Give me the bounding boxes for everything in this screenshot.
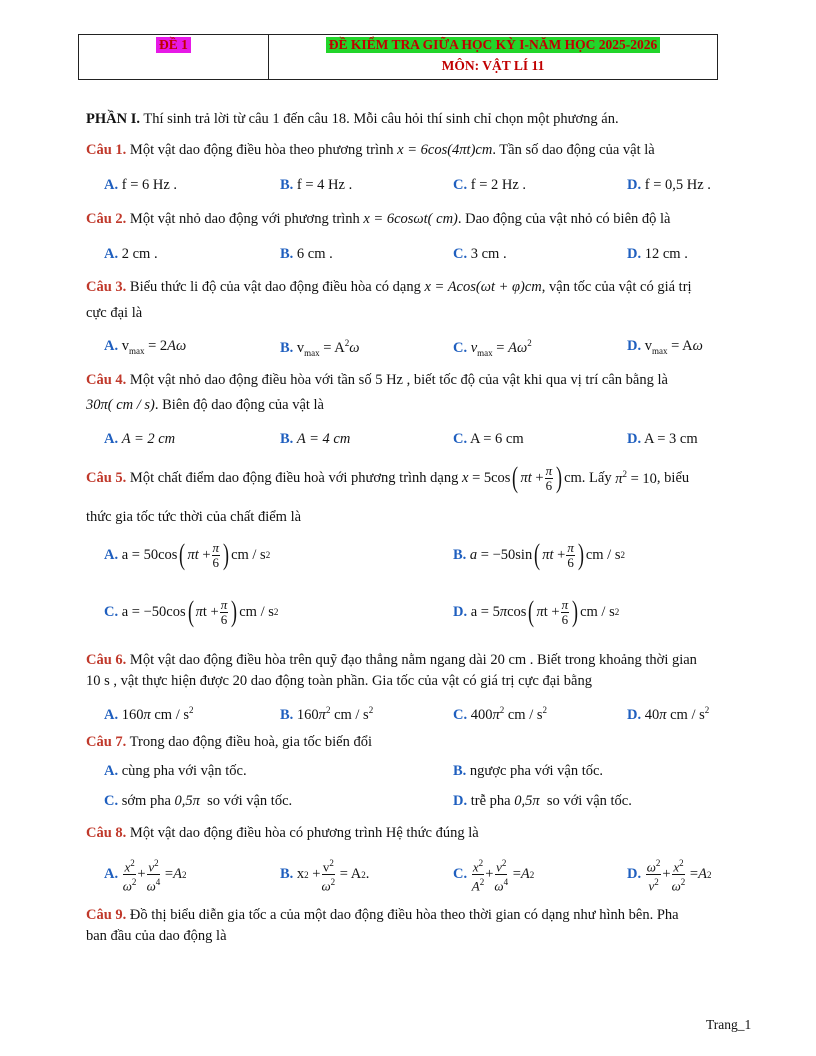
option-text: A = 6 cm: [469, 431, 524, 447]
q4-option-a[interactable]: [104, 431, 175, 448]
question-4-line2: [86, 397, 324, 414]
q6-option-a[interactable]: [104, 705, 194, 724]
option-formula: 40π cm / $s^2$: [644, 705, 710, 723]
option-text: 3 cm .: [470, 246, 507, 262]
question-4-text: Một vật nhỏ dao động điều hòa với tần số 5 Hz , biết tốc độ của vật khi qua vị trí cân bằng là: [126, 372, 668, 388]
q1-option-b[interactable]: [280, 177, 352, 194]
q1-option-d[interactable]: [627, 177, 711, 194]
question-2-label: Câu 2.: [86, 211, 127, 227]
header-table: [78, 34, 718, 80]
question-5-pi-squared: $\pi^2 = 10$: [615, 468, 657, 487]
question-1-text: Một vật dao động điều hòa theo phương trình: [126, 142, 398, 158]
option-letter: C.: [453, 866, 468, 883]
q8-option-d[interactable]: [627, 856, 711, 894]
option-letter: A.: [104, 763, 119, 779]
option-letter: B.: [280, 866, 294, 883]
option-formula: x 2 + $\frac{v^2}{\omega^2}$ = A 2 .: [296, 858, 370, 894]
q2-option-a[interactable]: [104, 246, 158, 263]
q4-option-c[interactable]: [453, 431, 524, 448]
question-6-label: Câu 6.: [86, 652, 127, 668]
part1-label: PHẦN I.: [86, 111, 140, 127]
q5-option-c[interactable]: [104, 597, 278, 627]
header-left-cell: [79, 35, 269, 79]
q6-option-b[interactable]: [280, 705, 373, 724]
option-letter: A.: [104, 866, 119, 883]
option-text-end: so với vận tốc.: [199, 793, 293, 809]
question-1-equation: x = 6cos(4πt)cm: [397, 142, 493, 158]
option-letter: B.: [280, 431, 294, 447]
option-text: f = 0,5 Hz .: [644, 177, 711, 193]
option-letter: C.: [453, 246, 468, 262]
option-letter: D.: [627, 177, 642, 193]
option-formula: $v_{max} = 2A\omega$: [121, 338, 187, 356]
option-formula: $\frac{x^2}{A^2}$ + $\frac{v^2}{\omega^4}$ = A 2: [471, 858, 535, 894]
question-2-equation: x = 6cosωt( cm): [363, 211, 458, 227]
question-2-text: Một vật nhỏ dao động với phương trình: [126, 211, 364, 227]
question-6: [86, 652, 697, 669]
option-letter: D.: [453, 603, 468, 620]
question-3: [86, 279, 692, 296]
option-letter: B.: [453, 763, 467, 779]
q5-option-d[interactable]: [453, 597, 619, 627]
q8-option-a[interactable]: [104, 856, 186, 894]
option-text: f = 4 Hz .: [296, 177, 353, 193]
exam-code: ĐỀ 1: [156, 37, 191, 53]
question-8: [86, 825, 479, 842]
option-letter: C.: [453, 706, 468, 723]
option-text: 2 cm .: [121, 246, 158, 262]
question-5-text: Một chất điểm dao động điều hoà với phương trình dạng: [126, 469, 462, 486]
option-text: sớm pha: [121, 793, 175, 809]
option-letter: D.: [627, 338, 642, 354]
q6-option-c[interactable]: [453, 705, 547, 724]
question-3-text-end: , vận tốc của vật có giá trị: [541, 279, 692, 295]
option-formula: a = −50sin ( πt + $\frac{\pi}{6}$ ) cm / s 2: [469, 538, 625, 571]
option-letter: C.: [453, 339, 468, 356]
question-5-equation: x = 5cos ( πt + $\frac{\pi}{6}$ ) cm: [462, 461, 582, 494]
question-5-text-end: , biểu: [656, 469, 690, 486]
option-letter: D.: [627, 866, 642, 883]
question-3-label: Câu 3.: [86, 279, 127, 295]
question-5-text-mid: . Lấy: [581, 469, 616, 486]
option-letter: D.: [627, 246, 642, 262]
question-2: [86, 211, 670, 228]
q6-option-d[interactable]: [627, 705, 709, 724]
option-formula: $\frac{\omega^2}{v^2}$ + $\frac{x^2}{\omega^2}$ = A 2: [646, 858, 712, 894]
option-equation: 0,5π: [514, 793, 540, 809]
question-5: [86, 463, 689, 493]
header-right-cell: [269, 35, 717, 79]
question-6-line2: 10 s , vật thực hiện được 20 dao động toàn phần. Gia tốc của vật có giá trị cực đại bằng: [86, 673, 592, 689]
option-letter: D.: [627, 706, 642, 723]
q3-option-b[interactable]: [280, 338, 360, 358]
part1-instructions: [86, 111, 619, 128]
option-formula: a = −50cos ( π t + $\frac{\pi}{6}$ ) cm / s 2: [121, 595, 279, 628]
question-6-text: Một vật dao động điều hòa trên quỹ đạo thẳng nằm ngang dài 20 cm . Biết trong khoảng thời gian: [126, 652, 697, 668]
option-text: ngược pha với vận tốc.: [469, 763, 604, 779]
question-3-text: Biểu thức li độ của vật dao động điều hòa có dạng: [126, 279, 425, 295]
option-letter: C.: [104, 793, 119, 809]
option-text: 12 cm .: [644, 246, 688, 262]
option-letter: B.: [453, 546, 467, 563]
question-3-line2: cực đại là: [86, 305, 143, 321]
q7-option-a[interactable]: [104, 763, 247, 780]
q8-option-c[interactable]: [453, 856, 534, 894]
option-text: cùng pha với vận tốc.: [121, 763, 247, 779]
q7-option-c[interactable]: [104, 793, 292, 810]
option-letter: A.: [104, 177, 119, 193]
option-text: trễ pha: [470, 793, 515, 809]
option-letter: A.: [104, 706, 119, 723]
question-8-label: Câu 8.: [86, 825, 127, 841]
q4-option-d[interactable]: [627, 431, 698, 448]
option-formula: $160\pi^2$ cm / $s^2$: [296, 705, 374, 723]
option-letter: D.: [627, 431, 642, 447]
question-4: [86, 372, 668, 389]
q7-option-d[interactable]: [453, 793, 632, 810]
page-number: Trang_1: [706, 1017, 752, 1032]
question-8-text: Một vật dao động điều hòa có phương trình Hệ thức đúng là: [126, 825, 479, 841]
option-equation: 0,5π: [174, 793, 200, 809]
part1-text: Thí sinh trả lời từ câu 1 đến câu 18. Mỗi câu hỏi thí sinh chỉ chọn một phương án.: [139, 111, 619, 127]
question-2-text-end: . Dao động của vật nhỏ có biên độ là: [457, 211, 671, 227]
option-letter: C.: [453, 177, 468, 193]
question-4-text-end: . Biên độ dao động của vật là: [154, 397, 324, 413]
option-text: A = 2 cm: [121, 431, 176, 447]
option-letter: A.: [104, 338, 119, 354]
option-text: 6 cm .: [296, 246, 333, 262]
q3-option-a[interactable]: [104, 338, 186, 356]
option-formula: $\frac{x^2}{\omega^2}$ + $\frac{v^2}{\omega^4}$ = A 2: [122, 858, 187, 894]
option-formula: a = 50cos ( πt + $\frac{\pi}{6}$ ) cm / s 2: [121, 538, 271, 571]
option-letter: B.: [280, 177, 294, 193]
option-formula: $400\pi^2$ cm / $s^2$: [470, 705, 548, 723]
option-formula: $v_{max} = A\omega$: [644, 338, 703, 356]
option-letter: C.: [453, 431, 468, 447]
question-5-line2: thức gia tốc tức thời của chất điểm là: [86, 509, 302, 525]
option-text: A = 4 cm: [296, 431, 351, 447]
option-letter: B.: [280, 339, 294, 356]
q2-option-d[interactable]: [627, 246, 688, 263]
q8-option-b[interactable]: [280, 856, 369, 894]
option-letter: B.: [280, 706, 294, 723]
question-1-text-end: . Tần số dao động của vật là: [492, 142, 655, 158]
option-formula: $v_{max} = A^2\omega$: [296, 338, 360, 358]
q3-option-c[interactable]: [453, 338, 532, 358]
q2-option-b[interactable]: [280, 246, 333, 263]
question-9-label: Câu 9.: [86, 907, 127, 923]
q4-option-b[interactable]: [280, 431, 350, 448]
q5-option-b[interactable]: [453, 540, 625, 570]
question-4-label: Câu 4.: [86, 372, 127, 388]
question-9: [86, 907, 679, 924]
option-letter: B.: [280, 246, 294, 262]
question-7-label: Câu 7.: [86, 734, 127, 750]
q3-option-d[interactable]: [627, 338, 703, 356]
option-text: f = 2 Hz .: [470, 177, 527, 193]
question-4-equation: 30π( cm / s): [86, 397, 155, 413]
question-9-text: Đồ thị biểu diễn gia tốc a của một dao động điều hòa theo thời gian có dạng như hình bên. Pha: [126, 907, 679, 923]
question-1-label: Câu 1.: [86, 142, 127, 158]
option-text: f = 6 Hz .: [121, 177, 178, 193]
question-7-text: Trong dao động điều hoà, gia tốc biến đổi: [126, 734, 372, 750]
question-5-label: Câu 5.: [86, 469, 127, 486]
exam-title: ĐỀ KIỂM TRA GIỮA HỌC KỲ I-NĂM HỌC 2025-2026: [326, 37, 661, 53]
option-formula: $v_{max} = A\omega^2$: [470, 338, 532, 358]
option-text-end: so với vận tốc.: [539, 793, 632, 809]
q2-option-c[interactable]: [453, 246, 507, 263]
question-3-equation: x = Acos(ωt + φ)cm: [424, 279, 542, 295]
option-letter: A.: [104, 431, 119, 447]
exam-subject: MÔN: VẬT LÍ 11: [441, 58, 545, 73]
q7-option-b[interactable]: [453, 763, 603, 780]
option-letter: A.: [104, 246, 119, 262]
question-9-line2: ban đầu của dao động là: [86, 928, 227, 944]
option-text: A = 3 cm: [643, 431, 698, 447]
option-letter: A.: [104, 546, 119, 563]
question-7: [86, 734, 372, 751]
q5-option-a[interactable]: [104, 540, 270, 570]
option-formula: a = 5 π cos ( π t + $\frac{\pi}{6}$ ) cm / s 2: [470, 595, 620, 628]
q1-option-c[interactable]: [453, 177, 526, 194]
option-letter: D.: [453, 793, 468, 809]
option-letter: C.: [104, 603, 119, 620]
q1-option-a[interactable]: [104, 177, 177, 194]
option-formula: 160π cm / $s^2$: [121, 705, 194, 723]
question-1: [86, 142, 655, 159]
